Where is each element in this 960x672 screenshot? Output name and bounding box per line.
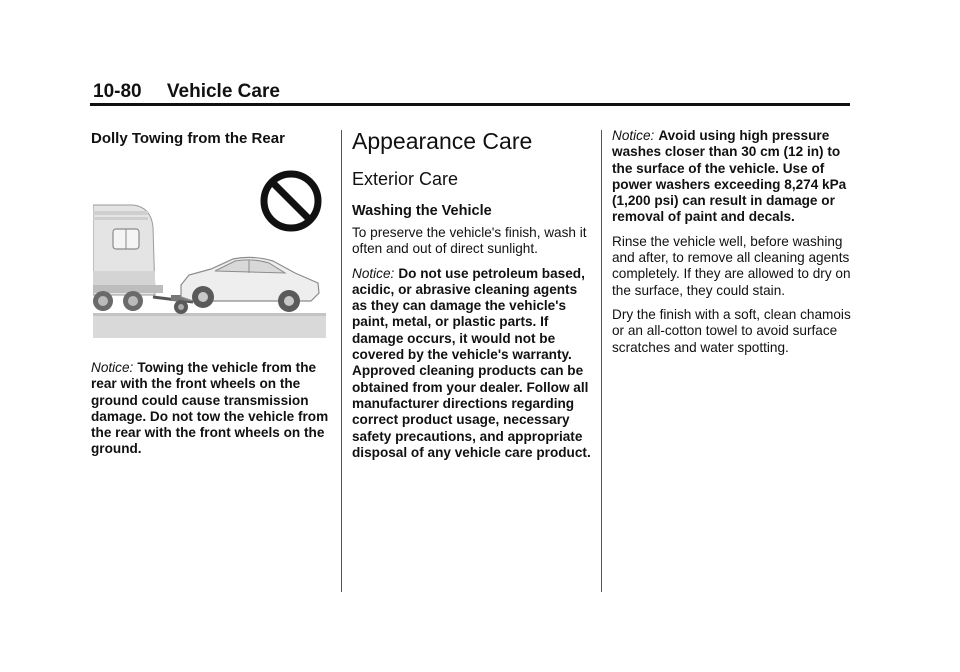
middle-column <box>352 125 592 461</box>
right-column <box>612 128 852 356</box>
motorhome-icon <box>93 205 163 311</box>
pressure-wash-notice-paragraph <box>612 128 852 226</box>
towing-notice-paragraph <box>91 360 331 458</box>
appearance-care-title: Appearance Care <box>352 128 533 154</box>
header-rule <box>90 103 850 106</box>
prohibited-sign-icon <box>264 174 318 228</box>
rinse-paragraph: Rinse the vehicle well, before washing and after, to remove all cleaning agents completely. If they are allowed to dry on the surface, they could stain. <box>612 233 851 298</box>
column-divider-2 <box>601 130 602 592</box>
exterior-care-heading: Exterior Care <box>352 169 459 189</box>
washing-vehicle-heading: Washing the Vehicle <box>352 203 492 219</box>
left-column <box>91 125 331 149</box>
towing-illustration <box>93 167 326 338</box>
cleaning-notice-text: Do not use petroleum based, acidic, or abrasive cleaning agents as they can damage the vehicle's paint, metal, or plastic parts. If damage occurs, it would not be covered by the vehicle's warranty. Approved cleaning products can be obtained from your dealer. Follow all manufacturer directions regarding correct product usage, necessary safety precautions, and appropriate disposal of any vehicle care product. <box>352 265 591 460</box>
notice-label: Notice: <box>91 360 134 375</box>
cleaning-notice-paragraph <box>352 266 592 462</box>
left-notice <box>91 360 331 458</box>
towing-notice-text: Towing the vehicle from the rear with the front wheels on the ground could cause transmission damage. Do not tow the vehicle from the rear with the front wheels on the ground. <box>91 360 329 457</box>
notice-label: Notice: <box>612 128 655 143</box>
section-title: Vehicle Care <box>166 81 280 102</box>
sedan-icon <box>181 257 319 312</box>
notice-label: Notice: <box>352 265 395 281</box>
page-header <box>93 81 280 103</box>
dolly-towing-heading: Dolly Towing from the Rear <box>91 130 285 147</box>
pressure-wash-notice-text: Avoid using high pressure washes closer than 30 cm (12 in) to the surface of the vehicle. Use of power washers exceeding 8,274 kPa (1,200 psi) can result in damage or removal of paint and decals. <box>612 128 847 225</box>
column-divider-1 <box>341 130 342 592</box>
dry-paragraph: Dry the finish with a soft, clean chamois or an all-cotton towel to avoid surface scratches and water spotting. <box>612 306 851 355</box>
washing-intro-paragraph: To preserve the vehicle's finish, wash it often and out of direct sunlight. <box>352 225 587 257</box>
page-number: 10-80 <box>93 81 142 102</box>
